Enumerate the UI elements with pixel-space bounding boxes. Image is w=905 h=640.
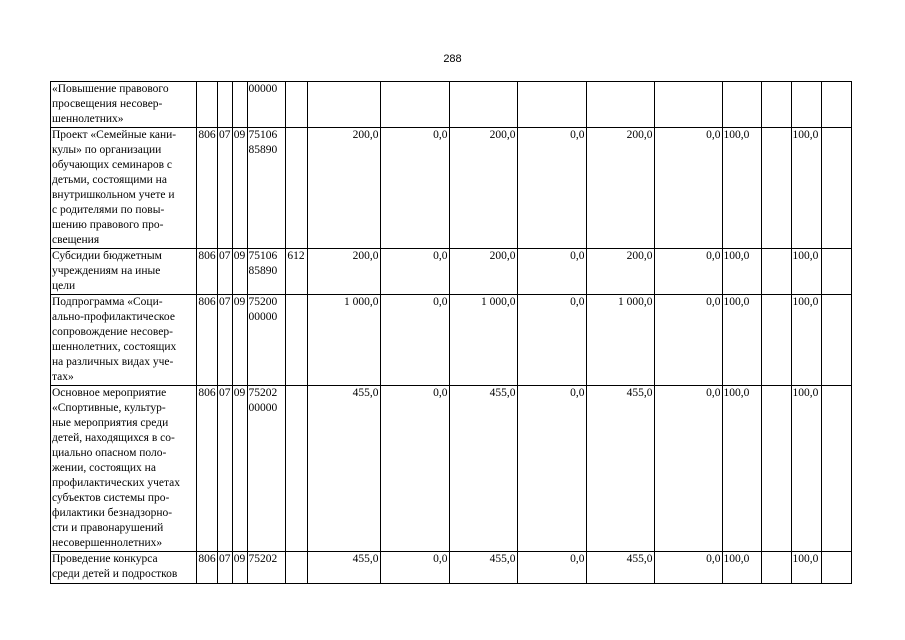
amount-cell	[307, 295, 380, 386]
amount-cell	[449, 552, 517, 584]
table-row	[51, 552, 852, 584]
amount-cell	[449, 82, 517, 128]
amount-cell	[307, 82, 380, 128]
cell-value: 0,0	[706, 250, 721, 262]
target-article-line: 00000	[248, 311, 278, 323]
name-line: сти и правонарушений	[52, 522, 164, 534]
target-article-cell	[247, 82, 285, 128]
target-article-cell	[247, 249, 285, 295]
name-line: Проведение конкурса	[52, 553, 158, 565]
cell-value: 200,0	[489, 250, 516, 262]
amount-cell	[586, 128, 654, 249]
percent-cell	[761, 82, 791, 128]
cell-value: 200,0	[352, 129, 379, 141]
cell-value: 0,0	[706, 129, 721, 141]
name-line: кулы» по организации	[52, 144, 162, 156]
budget-table	[50, 81, 852, 584]
cell-value: 100,0	[723, 129, 750, 141]
cell-value: 07	[219, 387, 231, 399]
percent-cell	[821, 82, 851, 128]
name-line: ные мероприятия среди	[52, 417, 169, 429]
name-line: филактики безнадзорно-	[52, 507, 173, 519]
cell-value: 806	[198, 387, 216, 399]
ministry-code-cell	[197, 128, 218, 249]
target-article-cell	[247, 552, 285, 584]
cell-value: 0,0	[433, 250, 448, 262]
cell-value: 0,0	[706, 387, 721, 399]
amount-cell	[380, 82, 449, 128]
amount-cell	[517, 128, 586, 249]
cell-value: 1 000,0	[344, 296, 379, 308]
subsection-code-cell	[232, 82, 247, 128]
percent-cell	[761, 552, 791, 584]
amount-cell	[380, 386, 449, 552]
ministry-code-cell	[197, 82, 218, 128]
table-body	[51, 82, 852, 584]
percent-cell	[821, 249, 851, 295]
cell-value: 100,0	[792, 296, 819, 308]
amount-cell	[654, 82, 722, 128]
subsection-code-cell	[232, 552, 247, 584]
amount-cell	[586, 249, 654, 295]
amount-cell	[654, 128, 722, 249]
amount-cell	[654, 295, 722, 386]
amount-cell	[517, 249, 586, 295]
section-code-cell	[218, 386, 233, 552]
amount-cell	[654, 386, 722, 552]
name-line: Проект «Семейные кани-	[52, 129, 177, 141]
subsection-code-cell	[232, 249, 247, 295]
percent-cell	[722, 552, 761, 584]
target-article-line: 75202	[248, 553, 278, 565]
name-line: «Спортивные, культур-	[52, 402, 166, 414]
name-cell	[51, 249, 197, 295]
cell-value: 0,0	[570, 129, 585, 141]
cell-value: 07	[219, 129, 231, 141]
cell-value: 200,0	[352, 250, 379, 262]
name-line: Субсидии бюджетным	[52, 250, 162, 262]
cell-value: 200,0	[626, 129, 653, 141]
cell-value: 455,0	[489, 553, 516, 565]
cell-value: 07	[219, 250, 231, 262]
name-line: тах»	[52, 371, 74, 383]
name-line: шению правового про-	[52, 219, 164, 231]
ministry-code-cell	[197, 552, 218, 584]
amount-cell	[380, 552, 449, 584]
percent-cell	[722, 82, 761, 128]
ministry-code-cell	[197, 295, 218, 386]
cell-value: 806	[198, 553, 216, 565]
cell-value: 200,0	[626, 250, 653, 262]
percent-cell	[821, 128, 851, 249]
cell-value: 07	[219, 296, 231, 308]
table-row	[51, 386, 852, 552]
table-row	[51, 128, 852, 249]
cell-value: 806	[198, 250, 216, 262]
cell-value: 455,0	[626, 553, 653, 565]
subsection-code-cell	[232, 128, 247, 249]
amount-cell	[517, 295, 586, 386]
target-article-cell	[247, 295, 285, 386]
percent-cell	[761, 249, 791, 295]
cell-value: 1 000,0	[618, 296, 653, 308]
percent-cell	[791, 128, 821, 249]
cell-value: 100,0	[723, 296, 750, 308]
cell-value: 0,0	[570, 553, 585, 565]
name-line: цели	[52, 280, 76, 292]
cell-value: 0,0	[570, 296, 585, 308]
cell-value: 0,0	[433, 553, 448, 565]
amount-cell	[449, 295, 517, 386]
amount-cell	[586, 82, 654, 128]
percent-cell	[761, 295, 791, 386]
expense-type-cell	[285, 552, 307, 584]
table-row	[51, 249, 852, 295]
percent-cell	[722, 128, 761, 249]
percent-cell	[821, 552, 851, 584]
target-article-cell	[247, 128, 285, 249]
percent-cell	[722, 249, 761, 295]
cell-value: 09	[233, 296, 246, 308]
name-line: детей, находящихся в со-	[52, 432, 175, 444]
amount-cell	[517, 386, 586, 552]
cell-value: 200,0	[489, 129, 516, 141]
name-line: жении, состоящих на	[52, 462, 156, 474]
percent-cell	[761, 128, 791, 249]
name-line: на различных видах уче-	[52, 356, 174, 368]
cell-value: 100,0	[723, 553, 750, 565]
amount-cell	[449, 128, 517, 249]
percent-cell	[722, 295, 761, 386]
name-line: детьми, состоящими на	[52, 174, 167, 186]
target-article-line: 85890	[248, 265, 278, 277]
target-article-line: 85890	[248, 144, 278, 156]
cell-value: 0,0	[570, 387, 585, 399]
expense-type-cell	[285, 386, 307, 552]
name-line: ально-профилактическое	[52, 311, 175, 323]
percent-cell	[761, 386, 791, 552]
amount-cell	[307, 128, 380, 249]
name-line: профилактических учетах	[52, 477, 181, 489]
table-row	[51, 295, 852, 386]
table-row	[51, 82, 852, 128]
cell-value: 0,0	[433, 387, 448, 399]
subsection-code-cell	[232, 386, 247, 552]
percent-cell	[791, 386, 821, 552]
name-line: свещения	[52, 234, 100, 246]
name-line: шеннолетних, состоящих	[52, 341, 177, 353]
percent-cell	[791, 295, 821, 386]
cell-value: 07	[219, 553, 231, 565]
amount-cell	[307, 249, 380, 295]
cell-value: 455,0	[352, 553, 379, 565]
name-cell	[51, 552, 197, 584]
amount-cell	[517, 82, 586, 128]
page-number: 288	[443, 53, 462, 65]
cell-value: 1 000,0	[481, 296, 516, 308]
name-line: внутришкольном учете и	[52, 189, 175, 201]
name-cell	[51, 386, 197, 552]
cell-value: 09	[233, 250, 246, 262]
amount-cell	[449, 249, 517, 295]
amount-cell	[517, 552, 586, 584]
target-article-line: 00000	[248, 83, 278, 95]
cell-value: 455,0	[352, 387, 379, 399]
cell-value: 100,0	[792, 553, 819, 565]
amount-cell	[307, 552, 380, 584]
percent-cell	[722, 386, 761, 552]
name-line: несовершеннолетних»	[52, 537, 163, 549]
section-code-cell	[218, 249, 233, 295]
cell-value: 806	[198, 129, 216, 141]
section-code-cell	[218, 552, 233, 584]
name-line: сопровождение несовер-	[52, 326, 173, 338]
cell-value: 100,0	[792, 387, 819, 399]
amount-cell	[586, 552, 654, 584]
name-line: учреждениям на иные	[52, 265, 161, 277]
cell-value: 09	[233, 553, 246, 565]
section-code-cell	[218, 295, 233, 386]
cell-value: 0,0	[570, 250, 585, 262]
name-line: просвещения несовер-	[52, 98, 163, 110]
name-line: среди детей и подростков	[52, 568, 178, 580]
cell-value: 612	[287, 250, 305, 262]
expense-type-cell	[285, 82, 307, 128]
expense-type-cell	[285, 128, 307, 249]
cell-value: 0,0	[433, 296, 448, 308]
target-article-line: 75106	[248, 129, 278, 141]
cell-value: 455,0	[489, 387, 516, 399]
section-code-cell	[218, 82, 233, 128]
target-article-cell	[247, 386, 285, 552]
cell-value: 806	[198, 296, 216, 308]
name-line: Подпрограмма «Соци-	[52, 296, 163, 308]
subsection-code-cell	[232, 295, 247, 386]
amount-cell	[449, 386, 517, 552]
percent-cell	[791, 249, 821, 295]
cell-value: 455,0	[626, 387, 653, 399]
ministry-code-cell	[197, 386, 218, 552]
cell-value: 09	[233, 387, 246, 399]
name-line: обучающих семинаров с	[52, 159, 172, 171]
name-cell	[51, 128, 197, 249]
amount-cell	[654, 552, 722, 584]
percent-cell	[821, 295, 851, 386]
target-article-line: 00000	[248, 402, 278, 414]
amount-cell	[586, 295, 654, 386]
percent-cell	[791, 552, 821, 584]
expense-type-cell	[285, 295, 307, 386]
cell-value: 100,0	[792, 129, 819, 141]
amount-cell	[380, 295, 449, 386]
cell-value: 100,0	[723, 387, 750, 399]
amount-cell	[654, 249, 722, 295]
cell-value: 0,0	[706, 553, 721, 565]
cell-value: 0,0	[433, 129, 448, 141]
name-line: субъектов системы про-	[52, 492, 170, 504]
name-line: шеннолетних»	[52, 113, 124, 125]
name-line: «Повышение правового	[52, 83, 169, 95]
ministry-code-cell	[197, 249, 218, 295]
cell-value: 0,0	[706, 296, 721, 308]
name-line: Основное мероприятие	[52, 387, 167, 399]
percent-cell	[821, 386, 851, 552]
cell-value: 09	[233, 129, 246, 141]
amount-cell	[380, 128, 449, 249]
section-code-cell	[218, 128, 233, 249]
target-article-line: 75200	[248, 296, 278, 308]
cell-value: 100,0	[723, 250, 750, 262]
cell-value: 100,0	[792, 250, 819, 262]
amount-cell	[586, 386, 654, 552]
name-cell	[51, 295, 197, 386]
target-article-line: 75202	[248, 387, 278, 399]
name-line: циально опасном поло-	[52, 447, 167, 459]
amount-cell	[307, 386, 380, 552]
amount-cell	[380, 249, 449, 295]
expense-type-cell	[285, 249, 307, 295]
name-cell	[51, 82, 197, 128]
percent-cell	[791, 82, 821, 128]
target-article-line: 75106	[248, 250, 278, 262]
name-line: с родителями по повы-	[52, 204, 165, 216]
